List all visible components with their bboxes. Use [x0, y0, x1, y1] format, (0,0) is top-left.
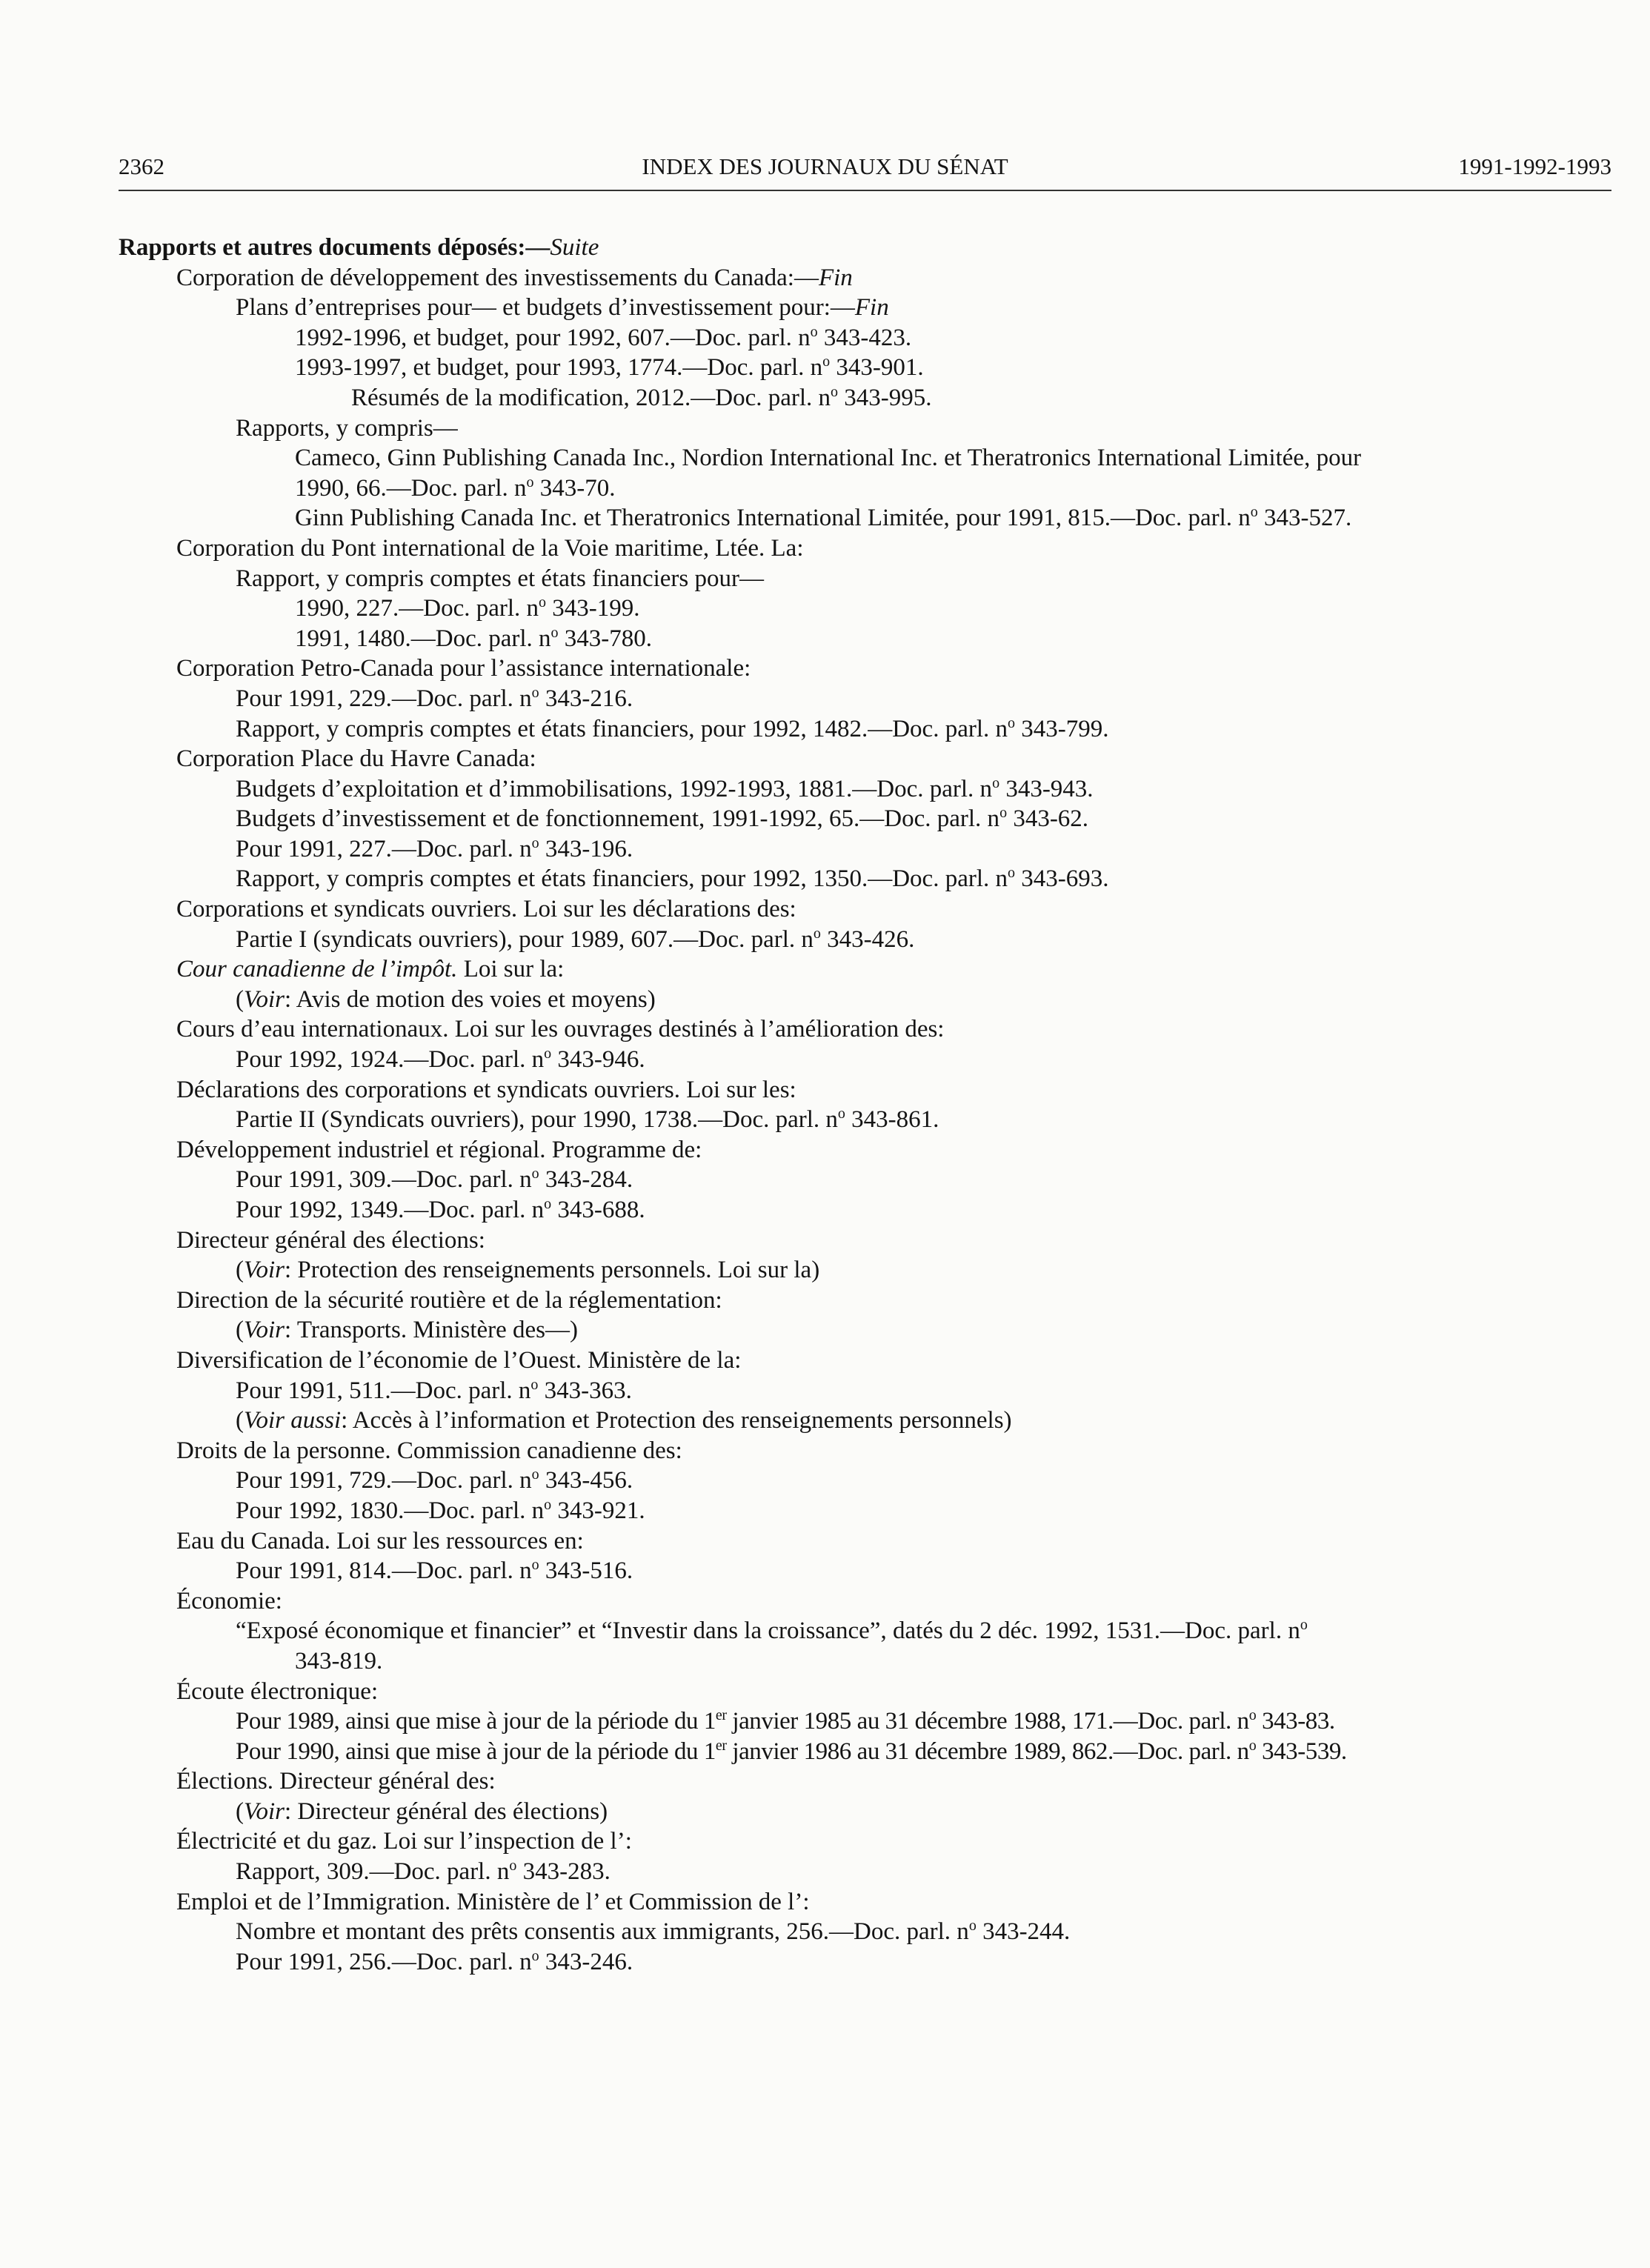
index-subentry: Budgets d’exploitation et d’immobilisations, 1992-1993, 1881.—Doc. parl. $n^o$ 343-943.: [236, 774, 1094, 802]
header-rule: [119, 190, 1611, 191]
index-subentry: Rapport, y compris comptes et états financiers, pour 1992, 1350.—Doc. parl. $n^o$ 343-693.: [236, 865, 1109, 893]
index-entry: Corporations et syndicats ouvriers. Loi sur les déclarations des:: [176, 896, 796, 923]
page-number: 2362: [119, 153, 164, 179]
index-entry: Corporation Place du Havre Canada:: [176, 745, 536, 773]
cross-reference: (Voir: Directeur général des élections): [236, 1798, 608, 1825]
header-years: 1991-1992-1993: [1458, 153, 1611, 179]
index-subentry: Rapport, y compris comptes et états financiers, pour 1992, 1482.—Doc. parl. $n^o$ 343-799.: [236, 714, 1109, 742]
index-entry: Cour canadienne de l’impôt. Loi sur la:: [176, 956, 565, 983]
index-entry: Déclarations des corporations et syndicats ouvriers. Loi sur les:: [176, 1076, 796, 1103]
section-heading: Rapports et autres documents déposés:—Suite: [119, 234, 599, 261]
index-subentry: Pour 1991, 309.—Doc. parl. $n^o$ 343-284.: [236, 1165, 633, 1194]
index-subentry: Cameco, Ginn Publishing Canada Inc., Nordion International Inc. et Theratronics International Limitée, pour: [295, 445, 1362, 472]
index-entry: Corporation de développement des investissements du Canada:—Fin: [176, 264, 853, 291]
cross-reference: (Voir aussi: Accès à l’information et Protection des renseignements personnels): [236, 1407, 1012, 1434]
index-subentry: “Exposé économique et financier” et “Investir dans la croissance”, datés du 2 déc. 1992, 1531.—Doc. parl. $n^o$: [236, 1617, 1308, 1645]
index-subentry: Pour 1992, 1349.—Doc. parl. $n^o$ 343-688.: [236, 1196, 645, 1223]
index-entries: [119, 233, 1620, 1977]
index-subentry: Ginn Publishing Canada Inc. et Theratronics International Limitée, pour 1991, 815.—Doc. parl. $n^o$ 343-527.: [295, 504, 1352, 532]
index-subentry: 1992-1996, et budget, pour 1992, 607.—Doc. parl. $n^o$ 343-423.: [295, 323, 912, 351]
index-subentry: Pour 1991, 729.—Doc. parl. $n^o$ 343-456.: [236, 1466, 633, 1494]
index-subentry: 1990, 227.—Doc. parl. $n^o$ 343-199.: [295, 594, 640, 622]
index-subentry: Rapports, y compris—: [236, 414, 458, 442]
index-entry: Économie:: [176, 1587, 282, 1614]
cross-reference: (Voir: Protection des renseignements personnels. Loi sur la): [236, 1257, 820, 1284]
index-subentry: Pour 1991, 227.—Doc. parl. $n^o$ 343-196.: [236, 834, 633, 862]
index-entry: Direction de la sécurité routière et de la réglementation:: [176, 1286, 722, 1314]
index-entry: Diversification de l’économie de l’Ouest. Ministère de la:: [176, 1346, 742, 1374]
index-subentry: Pour 1991, 511.—Doc. parl. $n^o$ 343-363.: [236, 1376, 632, 1404]
index-entry: Droits de la personne. Commission canadienne des:: [176, 1437, 682, 1464]
index-subentry: Pour 1992, 1924.—Doc. parl. $n^o$ 343-946.: [236, 1045, 645, 1074]
index-entry: Développement industriel et régional. Programme de:: [176, 1136, 702, 1163]
index-subentry: Rapport, y compris comptes et états financiers pour—: [236, 565, 764, 592]
index-entry: Corporation du Pont international de la Voie maritime, Ltée. La:: [176, 534, 804, 562]
index-subentry: Pour 1991, 229.—Doc. parl. $n^o$ 343-216.: [236, 684, 633, 712]
index-entry: Directeur général des élections:: [176, 1226, 485, 1254]
running-title: INDEX DES JOURNAUX DU SÉNAT: [642, 153, 1008, 179]
index-subentry: Pour 1990, ainsi que mise à jour de la période du 1er janvier 1986 au 31 décembre 1989, 862.—Doc. parl. $n^o$ 343-539.: [236, 1737, 1347, 1765]
index-subentry: Pour 1992, 1830.—Doc. parl. $n^o$ 343-921.: [236, 1496, 645, 1524]
index-subentry: Pour 1989, ainsi que mise à jour de la période du 1er janvier 1985 au 31 décembre 1988, 171.—Doc. parl. $n^o$ 343-83.: [236, 1707, 1335, 1735]
index-subentry: Budgets d’investissement et de fonctionnement, 1991-1992, 65.—Doc. parl. $n^o$ 343-62.: [236, 805, 1089, 833]
index-subentry: 343-819.: [295, 1647, 383, 1675]
index-entry: Cours d’eau internationaux. Loi sur les ouvrages destinés à l’amélioration des:: [176, 1016, 945, 1043]
index-subentry: Plans d’entreprises pour— et budgets d’investissement pour:—Fin: [236, 294, 889, 322]
index-subentry: Partie II (Syndicats ouvriers), pour 1990, 1738.—Doc. parl. $n^o$ 343-861.: [236, 1105, 939, 1134]
index-entry: Eau du Canada. Loi sur les ressources en:: [176, 1527, 584, 1554]
index-subentry: Rapport, 309.—Doc. parl. $n^o$ 343-283.: [236, 1858, 611, 1886]
index-entry: Élections. Directeur général des:: [176, 1768, 496, 1795]
index-subentry: 1990, 66.—Doc. parl. $n^o$ 343-70.: [295, 473, 616, 502]
index-subentry: Nombre et montant des prêts consentis aux immigrants, 256.—Doc. parl. $n^o$ 343-244.: [236, 1918, 1071, 1946]
index-subentry: Partie I (syndicats ouvriers), pour 1989, 607.—Doc. parl. $n^o$ 343-426.: [236, 925, 915, 953]
index-subentry: 1993-1997, et budget, pour 1993, 1774.—Doc. parl. $n^o$ 343-901.: [295, 353, 924, 382]
index-entry: Écoute électronique:: [176, 1677, 379, 1705]
index-subentry: Résumés de la modification, 2012.—Doc. parl. $n^o$ 343-995.: [351, 383, 932, 411]
index-subentry: Pour 1991, 256.—Doc. parl. $n^o$ 343-246.: [236, 1947, 633, 1975]
index-entry: Électricité et du gaz. Loi sur l’inspection de l’:: [176, 1828, 632, 1855]
cross-reference: (Voir: Avis de motion des voies et moyens): [236, 985, 656, 1013]
index-subentry: 1991, 1480.—Doc. parl. $n^o$ 343-780.: [295, 624, 653, 652]
index-entry: Emploi et de l’Immigration. Ministère de l’ et Commission de l’:: [176, 1888, 810, 1915]
cross-reference: (Voir: Transports. Ministère des—): [236, 1317, 579, 1344]
index-subentry: Pour 1991, 814.—Doc. parl. $n^o$ 343-516.: [236, 1557, 633, 1585]
index-entry: Corporation Petro-Canada pour l’assistance internationale:: [176, 655, 751, 682]
